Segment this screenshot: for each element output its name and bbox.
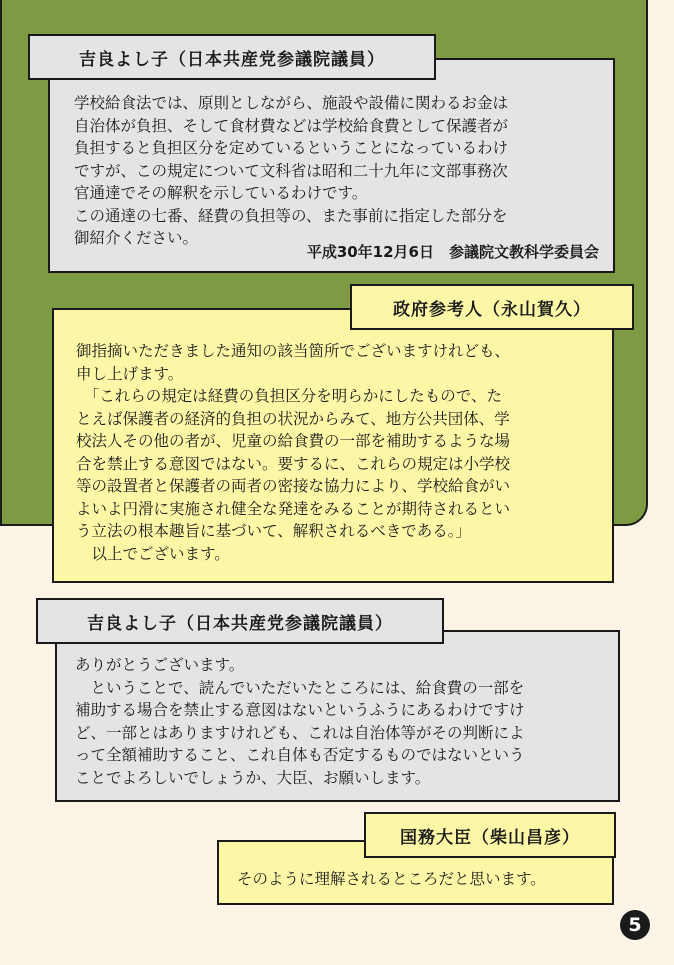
government-answer-text: 御指摘いただきました通知の該当箇所でございますけれども、 申し上げます。 「これらの規定は経費の負担区分を明らかにしたもので、た とえば保護者の経済的負担の状況からみて、地方公共団体、学 校法人その他の者が、児童の給食費の一部を補助するような場 合を禁止する意図ではない。要するに、これらの規定は小学校 等の設置者と保護者の両者の密接な協力により、学校給食がい よいよ円滑に実施され健全な発達をみることが期待されるとい う立法の根本趣旨に基づいて、解釈されるべきである。」 以上でございます。 <box>76 342 511 563</box>
government-answer-box <box>52 308 614 583</box>
speaker-tag-government: 政府参考人（永山賀久） <box>350 284 634 330</box>
speaker-tag-minister: 国務大臣（柴山昌彦） <box>364 812 616 858</box>
minister-answer-text: そのように理解されるところだと思います。 <box>237 870 546 888</box>
source-citation: 平成30年12月6日 参議院文教科学委員会 <box>306 242 599 261</box>
kira-followup-text: ありがとうございます。 ということで、読んでいただいたところには、給食費の一部を 補助する場合を禁止する意図はないというふうにあるわけですけ ど、一部とはありますけれども、これは自治体等がその判断によ って全額補助すること、これ自体も否定するものではないという ことでよろしいでしょうか、大臣、お願いします。 <box>75 656 525 787</box>
kira-question-box <box>48 58 615 273</box>
speaker-tag-kira-2: 吉良よし子（日本共産党参議院議員） <box>36 598 444 644</box>
kira-question-text: 学校給食法では、原則としながら、施設や設備に関わるお金は 自治体が負担、そして食材費などは学校給食費として保護者が 負担すると負担区分を定めているということになっているわけ ですが、この規定について文科省は昭和二十九年に文部事務次 官通達でその解釈を示しているわけです。 この通達の七番、経費の負担等の、また事前に指定した部分を 御紹介ください。 <box>74 94 509 247</box>
speaker-tag-kira-1: 吉良よし子（日本共産党参議院議員） <box>28 34 436 80</box>
kira-followup-box <box>55 630 620 802</box>
page-number-badge: 5 <box>620 910 650 940</box>
